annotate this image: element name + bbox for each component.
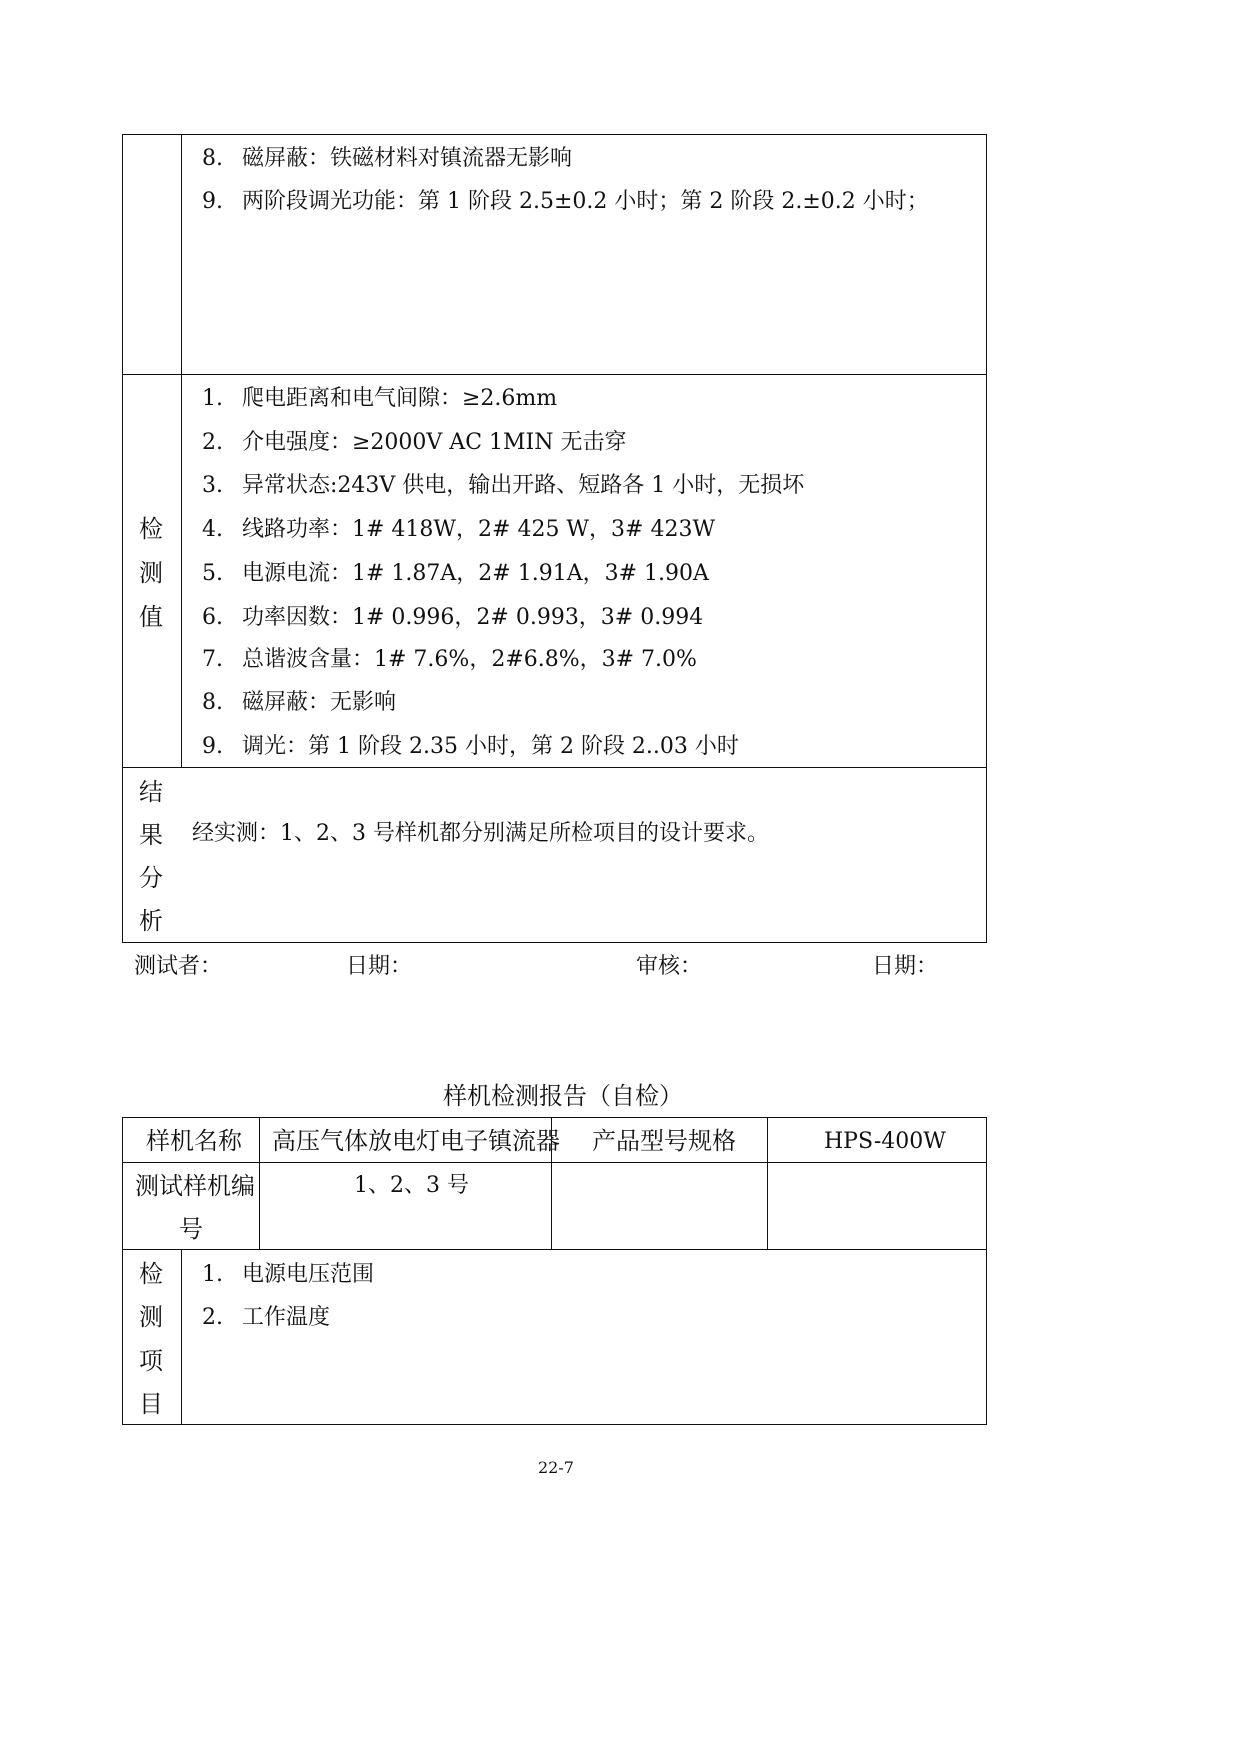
tester-label: 测试者： [134,954,223,979]
sample-name-label: 样机名称 [146,1127,242,1155]
result-text: 经实测：1、2、3 号样机都分别满足所检项目的设计要求。 [192,821,769,846]
page-number: 22-7 [538,1458,574,1477]
model-value: HPS-400W [824,1129,946,1154]
sample-no-label: 测试样机编 [135,1172,255,1200]
sample-name-value: 高压气体放电灯电子镇流器 [272,1127,560,1155]
reviewer-label: 审核： [636,954,703,979]
sample-no-value: 1、2、3 号 [354,1173,469,1198]
date-label: 日期： [872,954,939,979]
report-title: 样机检测报告（自检） [443,1082,683,1110]
model-label: 产品型号规格 [592,1127,736,1155]
date-label: 日期： [346,954,413,979]
sample-no-label-2: 号 [179,1215,203,1243]
